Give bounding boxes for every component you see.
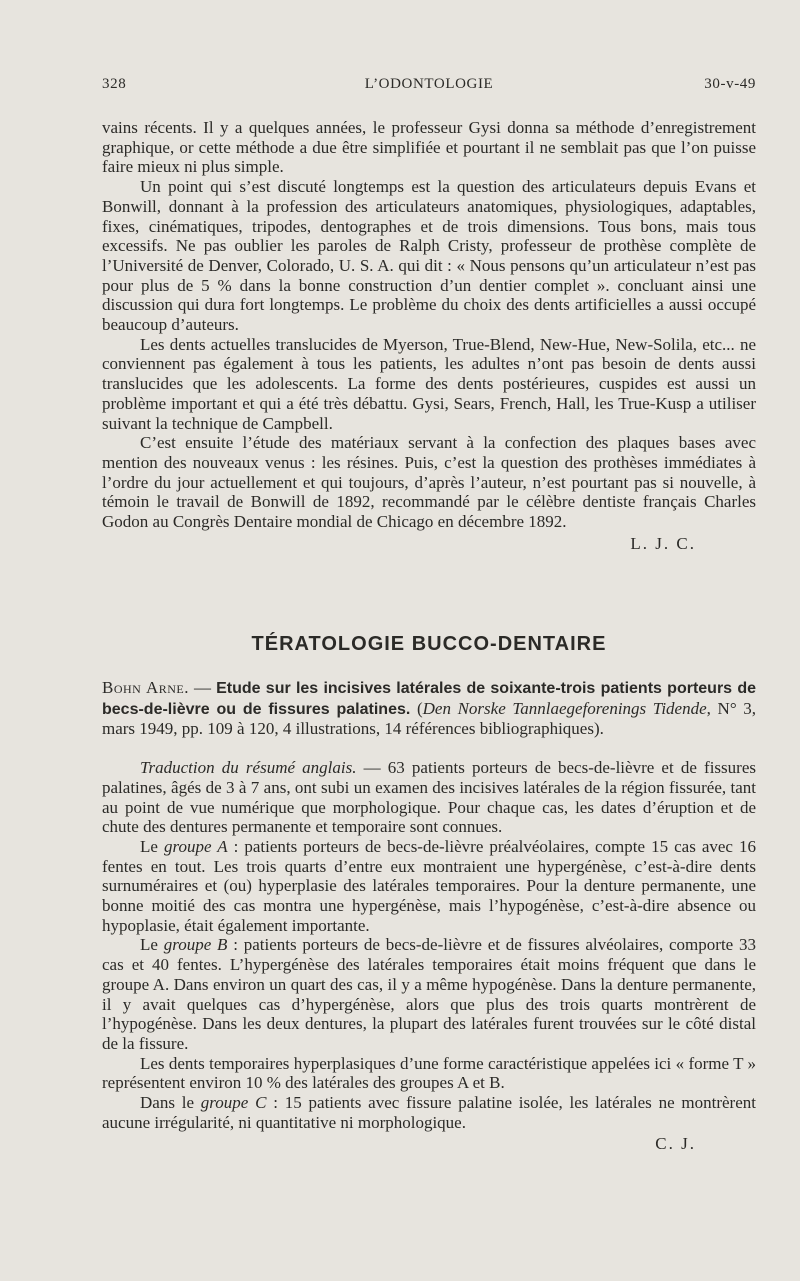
section-heading: TÉRATOLOGIE BUCCO-DENTAIRE — [251, 633, 607, 655]
group-c-text: : 15 patients avec fissure palatine isolée, les latérales ne montrèrent aucune irrégularité, ni quantitative ni morphologique. — [102, 1093, 756, 1132]
journal-title: L’ODONTOLOGIE — [364, 76, 494, 92]
article-reference — [102, 678, 756, 739]
article-title: Etude sur les incisives latérales de soixante-trois patients porteurs de becs-de-lièvre ou de fissures palatines. — [102, 680, 756, 718]
running-head — [102, 76, 756, 98]
group-a-pre: Le — [140, 836, 164, 856]
reference-details: , N° 3, mars 1949, pp. 109 à 120, 4 illustrations, 14 références bibliographiques). — [102, 698, 757, 739]
review1-paragraph: Les dents actuelles translucides de Myerson, True-Blend, New-Hue, New-Solila, etc... ne conviennent pas également à tous les patients, les adultes n’ont pas besoin de dents aussi translucides que les adolescents. La forme des dents postérieures, cuspides est aussi un problème important et qui a été très débattu. Gysi, Sears, French, Hall, les True-Kusp a utiliser suivant la technique de Campbell. — [102, 334, 756, 433]
group-b-label: groupe B — [163, 935, 228, 955]
dash: — — [188, 678, 217, 697]
ref-open: ( — [410, 698, 423, 718]
page-number: 328 — [102, 76, 127, 92]
group-a-paragraph — [102, 837, 756, 936]
review1-paragraph: vains récents. Il y a quelques années, le professeur Gysi donna sa méthode d’enregistrement graphique, or cette méthode a due être simplifiée et pourtant il ne semblait pas que l’on puisse faire mieux ni plus simple. — [102, 118, 756, 177]
group-c-pre: Dans le — [140, 1093, 201, 1113]
group-b-text: : patients porteurs de becs-de-lièvre et de fissures alvéolaires, comporte 33 cas et 40 fentes. L’hypergénèse des latérales temporaires était moins fréquent que dans le groupe A. Dans environ un quart des cas, il y a même hypogénèse. Dans la denture permanente, il y avait quelques cas d’hypergénèse, alors que plus des trois quarts montrèrent de l’hypogénèse. Dans les deux dentures, la plupart des latérales furent trouvées sur le côté distal de la fissure. — [102, 935, 756, 1053]
group-a-label: groupe A — [163, 836, 228, 856]
review-continuation — [102, 118, 756, 553]
group-c-paragraph — [102, 1093, 756, 1132]
abstract-paragraph — [102, 758, 756, 837]
review2-signature: C. J. — [655, 1134, 696, 1154]
review1-paragraph: Un point qui s’est discuté longtemps est la question des articulateurs depuis Evans et Bonwill, donnant à la profession des articulateurs anatomiques, physiologiques, adaptables, fixes, cinématiques, tripodes, dentographes et de trois dimensions. Tous bons, mais tous excessifs. Ne pas oublier les paroles de Ralph Cristy, professeur de prothèse complète de l’Université de Denver, Colorado, U. S. A. qui dit : « Nous pensons qu’un articulateur n’est pas pour plus de 5 % dans la bonne construction d’un dentier complet ». concluant ainsi une discussion qui dura fort longtemps. Le problème du choix des dents artificielles a aussi occupé beaucoup d’auteurs. — [102, 177, 756, 335]
review1-signature: L. J. C. — [630, 533, 696, 553]
issue-date: 30-v-49 — [704, 76, 756, 92]
form-t-paragraph: Les dents temporaires hyperplasiques d’une forme caractéristique appelées ici « forme T » représentent environ 10 % des latérales des groupes A et B. — [102, 1053, 756, 1093]
group-c-label: groupe C — [200, 1093, 267, 1113]
abstract-text: — 63 patients porteurs de becs-de-lièvre et de fissures palatines, âgés de 3 à 7 ans, ont subi un examen des incisives latérales de la région fissurée, tant au point de vue numérique que morphologique. Pour chaque cas, les dates d’éruption et de chute des dentures permanente et temporaire sont connues. — [102, 758, 756, 837]
journal-name: Den Norske Tannlaegeforenings Tidende — [422, 698, 707, 718]
group-b-pre: Le — [140, 935, 164, 955]
review-teratologie — [102, 678, 756, 1154]
article-author: Bohn Arne. — [102, 678, 189, 697]
group-b-paragraph — [102, 935, 756, 1053]
group-a-text: : patients porteurs de becs-de-lièvre préalvéolaires, compte 15 cas avec 16 fentes en tout. Les trois quarts d’entre eux montraient une hypergénèse, c’est-à-dire dents surnuméraires et (ou) hyperplasie des latérales temporaires. Pour la denture permanente, une bonne moitié des cas montra une hypergénèse, mais l’hypogénèse, c’est-à-dire absence ou hypoplasie, était également importante. — [102, 836, 757, 935]
review1-paragraph: C’est ensuite l’étude des matériaux servant à la confection des plaques bases avec mention des nouveaux venus : les résines. Puis, c’est la question des prothèses immédiates à l’ordre du jour actuellement et qui toujours, d’après l’auteur, n’est pourtant pas si nouvelle, à témoin le travail de Bonwill de 1892, recommandé par le célèbre dentiste français Charles Godon au Congrès Dentaire mondial de Chicago en décembre 1892. — [102, 433, 756, 532]
abstract-label: Traduction du résumé anglais. — [140, 758, 357, 778]
